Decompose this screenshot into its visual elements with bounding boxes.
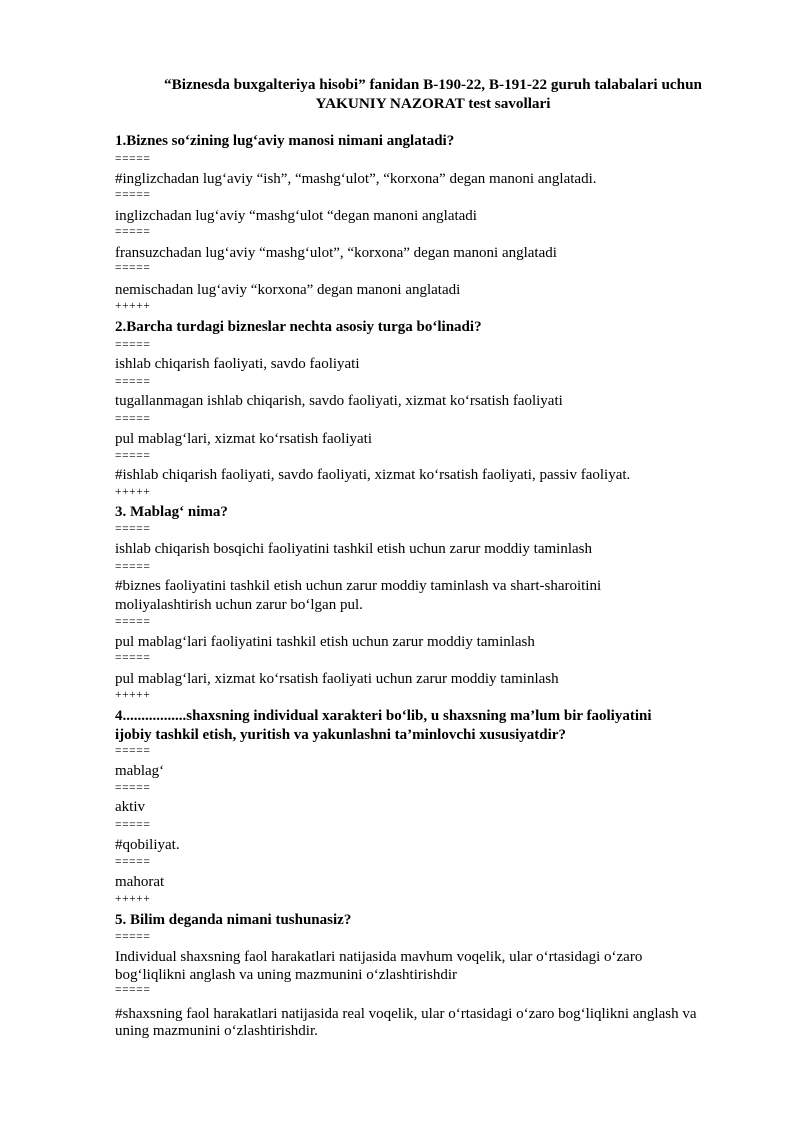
question-separator: +++++ <box>115 893 151 905</box>
answer-option: aktiv <box>115 799 145 815</box>
answer-option: pul mablag‘lari faoliyatini tashkil etish uchun zarur moddiy taminlash <box>115 634 535 650</box>
question-separator: +++++ <box>115 689 151 701</box>
answer-option: bog‘liqlikni anglash va uning mazmunini o‘zlashtirishdir <box>115 967 458 983</box>
option-separator: ===== <box>115 616 151 628</box>
document-title-line-2: YAKUNIY NAZORAT test savollari <box>315 95 551 112</box>
question-text: 3. Mablag‘ nima? <box>115 504 228 520</box>
answer-option: uning mazmunini o‘zlashtirishdir. <box>115 1023 318 1039</box>
option-separator: ===== <box>115 450 151 462</box>
answer-option: #ishlab chiqarish faoliyati, savdo faoliyati, xizmat ko‘rsatish faoliyati, passiv faoliyat. <box>115 467 631 483</box>
answer-option: #biznes faoliyatini tashkil etish uchun zarur moddiy taminlash va shart-sharoitini <box>115 578 602 594</box>
document-title-line-1: “Biznesda buxgalteriya hisobi” fanidan B-190-22, B-191-22 guruh talabalari uchun <box>164 76 702 93</box>
answer-option: fransuzchadan lug‘aviy “mashg‘ulot”, “korxona” degan manoni anglatadi <box>115 245 557 261</box>
question-text: 4.................shaxsning individual xarakteri bo‘lib, u shaxsning ma’lum bir faoliyatini <box>115 708 652 724</box>
option-separator: ===== <box>115 652 151 664</box>
question-text: ijobiy tashkil etish, yuritish va yakunlashni ta’minlovchi xususiyatdir? <box>115 727 566 743</box>
answer-option: tugallanmagan ishlab chiqarish, savdo faoliyati, xizmat ko‘rsatish faoliyati <box>115 393 563 409</box>
answer-option: nemischadan lug‘aviy “korxona” degan manoni anglatadi <box>115 282 461 298</box>
answer-option: moliyalashtirish uchun zarur bo‘lgan pul. <box>115 597 363 613</box>
option-separator: ===== <box>115 262 151 274</box>
answer-option: #shaxsning faol harakatlari natijasida real voqelik, ular o‘rtasidagi o‘zaro bog‘liqlikni anglash va <box>115 1006 697 1022</box>
answer-option: inglizchadan lug‘aviy “mashg‘ulot “degan manoni anglatadi <box>115 208 477 224</box>
answer-option: #qobiliyat. <box>115 837 180 853</box>
option-separator: ===== <box>115 189 151 201</box>
option-separator: ===== <box>115 523 151 535</box>
option-separator: ===== <box>115 931 151 943</box>
option-separator: ===== <box>115 782 151 794</box>
answer-option: pul mablag‘lari, xizmat ko‘rsatish faoliyati <box>115 431 373 447</box>
answer-option: mahorat <box>115 874 165 890</box>
answer-option: ishlab chiqarish bosqichi faoliyatini tashkil etish uchun zarur moddiy taminlash <box>115 541 592 557</box>
question-text: 2.Barcha turdagi bizneslar nechta asosiy turga bo‘linadi? <box>115 319 482 335</box>
option-separator: ===== <box>115 561 151 573</box>
option-separator: ===== <box>115 984 151 996</box>
option-separator: ===== <box>115 745 151 757</box>
answer-option: pul mablag‘lari, xizmat ko‘rsatish faoliyati uchun zarur moddiy taminlash <box>115 671 559 687</box>
answer-option: #inglizchadan lug‘aviy “ish”, “mashg‘ulot”, “korxona” degan manoni anglatadi. <box>115 171 597 187</box>
question-text: 5. Bilim deganda nimani tushunasiz? <box>115 912 352 928</box>
question-text: 1.Biznes so‘zining lug‘aviy manosi nimani anglatadi? <box>115 133 455 149</box>
answer-option: mablag‘ <box>115 763 165 779</box>
question-separator: +++++ <box>115 300 151 312</box>
answer-option: Individual shaxsning faol harakatlari natijasida mavhum voqelik, ular o‘rtasidagi o‘zaro <box>115 949 643 965</box>
option-separator: ===== <box>115 226 151 238</box>
option-separator: ===== <box>115 819 151 831</box>
option-separator: ===== <box>115 413 151 425</box>
option-separator: ===== <box>115 339 151 351</box>
option-separator: ===== <box>115 376 151 388</box>
answer-option: ishlab chiqarish faoliyati, savdo faoliyati <box>115 356 360 372</box>
option-separator: ===== <box>115 856 151 868</box>
question-separator: +++++ <box>115 486 151 498</box>
option-separator: ===== <box>115 153 151 165</box>
